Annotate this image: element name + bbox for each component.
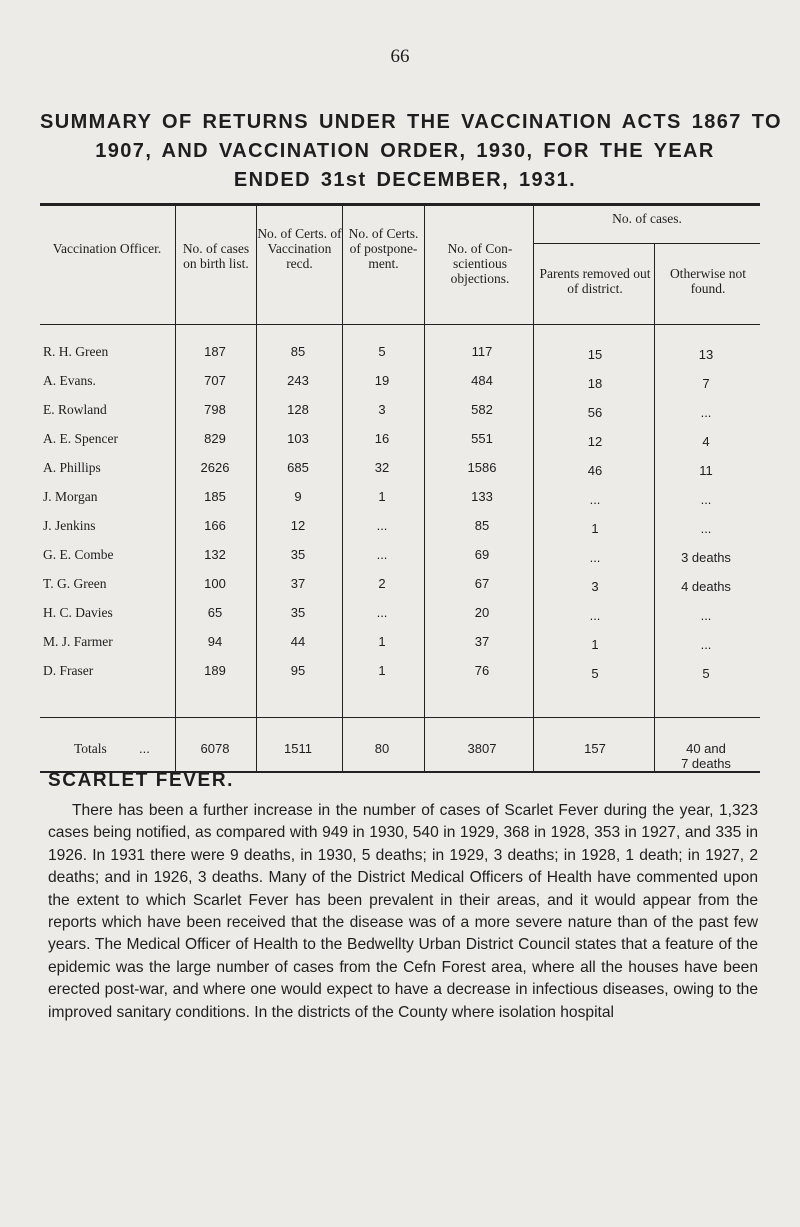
row-8-consc: 69 — [474, 547, 490, 562]
row-7-officer: J. Jenkins — [43, 518, 96, 533]
col-divider — [342, 205, 343, 771]
totals-vacc: 1511 — [284, 741, 312, 756]
row-8-vacc: 35 — [290, 547, 306, 562]
row-7-birth: 166 — [204, 518, 226, 533]
row-9-postpone: 2 — [378, 576, 386, 591]
row-2-consc: 484 — [471, 373, 493, 388]
row-6-postpone: 1 — [378, 489, 386, 504]
row-5-officer: A. Phillips — [43, 460, 101, 475]
row-12-removed: 5 — [591, 666, 599, 681]
header-officer: Vaccination Officer. — [52, 241, 162, 256]
row-7-postpone: ... — [376, 518, 388, 533]
totals-not-found-2: 7 deaths — [681, 756, 731, 771]
row-7-vacc: 12 — [290, 518, 306, 533]
title-line-1: SUMMARY OF RETURNS UNDER THE VACCINATION ACTS 1867 TO — [40, 111, 782, 133]
row-10-not-found: ... — [700, 608, 712, 623]
scarlet-fever-paragraph: There has been a further increase in the number of cases of Scarlet Fever during the year, 1,323 cases being notified, as compared with 949 in 1930, 540 in 1929, 368 in 1928, 353 in 1927, and 335 in 1926. In 1931 there were 9 deaths, in 1930, 5 deaths; in 1929, 3 deaths; in 1928, 1 death; in 1927, 2 deaths; and in 1926, 3 deaths. Many of the District Medical Officers of Health have commented upon the extent to which Scarlet Fever has been prevalent in their areas, and it would appear from the reports which have been received that the disease was of a more severe nature than of the past few years. The Medical Officer of Health to the Bedwellty Urban District Council states that a feature of the epidemic was the large number of cases from the Cefn Forest area, where all the houses have been erected post-war, and where one would expect to have a decrease in infectious diseases, owing to the improved sanitary conditions. In the districts of the County where isolation hospital — [48, 802, 758, 1021]
row-4-consc: 551 — [471, 431, 493, 446]
row-3-removed: 56 — [587, 405, 603, 420]
row-9-officer: T. G. Green — [43, 576, 107, 591]
row-6-removed: ... — [589, 492, 601, 507]
row-12-not-found: 5 — [702, 666, 710, 681]
row-12-postpone: 1 — [378, 663, 386, 678]
col-divider — [424, 205, 425, 771]
section-heading-scarlet-fever: SCARLET FEVER. — [48, 770, 235, 791]
row-11-vacc: 44 — [290, 634, 306, 649]
totals-birth: 6078 — [200, 741, 230, 756]
row-9-consc: 67 — [474, 576, 490, 591]
totals-postpone: 80 — [374, 741, 390, 756]
row-9-vacc: 37 — [290, 576, 306, 591]
row-12-consc: 76 — [474, 663, 490, 678]
row-11-birth: 94 — [207, 634, 223, 649]
row-8-birth: 132 — [204, 547, 226, 562]
row-2-vacc: 243 — [287, 373, 309, 388]
row-8-not-found: 3 deaths — [681, 550, 731, 565]
row-4-officer: A. E. Spencer — [43, 431, 118, 446]
row-1-not-found: 13 — [698, 347, 714, 362]
header-cases-birth: No. of cases on birth list. — [182, 241, 250, 271]
header-cases-group: No. of cases. — [612, 211, 682, 226]
row-8-removed: ... — [589, 550, 601, 565]
header-certs-postponement: No. of Certs. of postpone-ment. — [348, 226, 419, 271]
row-6-not-found: ... — [700, 492, 712, 507]
row-10-officer: H. C. Davies — [43, 605, 113, 620]
row-11-removed: 1 — [591, 637, 599, 652]
row-3-consc: 582 — [471, 402, 493, 417]
row-7-not-found: ... — [700, 521, 712, 536]
row-3-officer: E. Rowland — [43, 402, 107, 417]
row-4-vacc: 103 — [287, 431, 309, 446]
row-11-consc: 37 — [474, 634, 490, 649]
row-6-vacc: 9 — [294, 489, 302, 504]
header-conscientious: No. of Con-scientious objections. — [447, 241, 513, 286]
row-11-officer: M. J. Farmer — [43, 634, 113, 649]
row-10-postpone: ... — [376, 605, 388, 620]
row-5-vacc: 685 — [287, 460, 309, 475]
row-12-birth: 189 — [204, 663, 226, 678]
row-10-birth: 65 — [207, 605, 223, 620]
cases-group-rule — [533, 243, 760, 244]
col-divider — [175, 205, 176, 771]
row-7-consc: 85 — [474, 518, 490, 533]
row-12-vacc: 95 — [290, 663, 306, 678]
row-9-birth: 100 — [204, 576, 226, 591]
row-4-not-found: 4 — [702, 434, 710, 449]
row-8-officer: G. E. Combe — [43, 547, 114, 562]
row-3-postpone: 3 — [378, 402, 386, 417]
row-10-removed: ... — [589, 608, 601, 623]
row-10-consc: 20 — [474, 605, 490, 620]
row-6-consc: 133 — [471, 489, 493, 504]
totals-removed: 157 — [584, 741, 606, 756]
page-number: 66 — [390, 46, 410, 67]
row-2-not-found: 7 — [702, 376, 710, 391]
row-1-consc: 117 — [471, 344, 493, 359]
totals-dots: ... — [139, 741, 150, 756]
title-line-3: ENDED 31st DECEMBER, 1931. — [233, 169, 577, 191]
row-6-birth: 185 — [204, 489, 226, 504]
table-top-rule — [40, 203, 760, 206]
row-4-postpone: 16 — [374, 431, 390, 446]
row-2-postpone: 19 — [374, 373, 390, 388]
row-3-birth: 798 — [204, 402, 226, 417]
row-11-postpone: 1 — [378, 634, 386, 649]
totals-not-found-1: 40 and — [686, 741, 726, 756]
row-5-consc: 1586 — [467, 460, 497, 475]
row-12-officer: D. Fraser — [43, 663, 94, 678]
row-6-officer: J. Morgan — [43, 489, 98, 504]
row-1-officer: R. H. Green — [43, 344, 109, 359]
row-9-removed: 3 — [591, 579, 599, 594]
row-11-not-found: ... — [700, 637, 712, 652]
col-divider — [654, 243, 655, 771]
row-7-removed: 1 — [591, 521, 599, 536]
totals-consc: 3807 — [467, 741, 497, 756]
row-1-birth: 187 — [204, 344, 226, 359]
row-2-birth: 707 — [204, 373, 226, 388]
totals-top-rule — [40, 717, 760, 718]
row-3-not-found: ... — [700, 405, 712, 420]
col-divider — [256, 205, 257, 771]
title-line-2: 1907, AND VACCINATION ORDER, 1930, FOR THE YEAR — [95, 140, 715, 162]
row-3-vacc: 128 — [287, 402, 309, 417]
row-5-birth: 2626 — [200, 460, 230, 475]
totals-label: Totals — [74, 741, 107, 756]
row-9-not-found: 4 deaths — [681, 579, 731, 594]
col-divider — [533, 205, 534, 771]
row-1-vacc: 85 — [290, 344, 306, 359]
row-5-postpone: 32 — [374, 460, 390, 475]
row-1-postpone: 5 — [378, 344, 386, 359]
header-parents-removed: Parents removed out of district. — [539, 266, 651, 296]
row-5-removed: 46 — [587, 463, 603, 478]
row-8-postpone: ... — [376, 547, 388, 562]
row-5-not-found: 11 — [699, 463, 713, 478]
row-2-officer: A. Evans. — [43, 373, 96, 388]
row-4-removed: 12 — [587, 434, 603, 449]
header-bottom-rule — [40, 324, 760, 325]
header-otherwise-not-found: Otherwise not found. — [669, 266, 747, 296]
row-2-removed: 18 — [587, 376, 603, 391]
row-4-birth: 829 — [204, 431, 226, 446]
header-certs-vaccination: No. of Certs. of Vaccination recd. — [257, 226, 342, 271]
row-1-removed: 15 — [587, 347, 603, 362]
row-10-vacc: 35 — [290, 605, 306, 620]
